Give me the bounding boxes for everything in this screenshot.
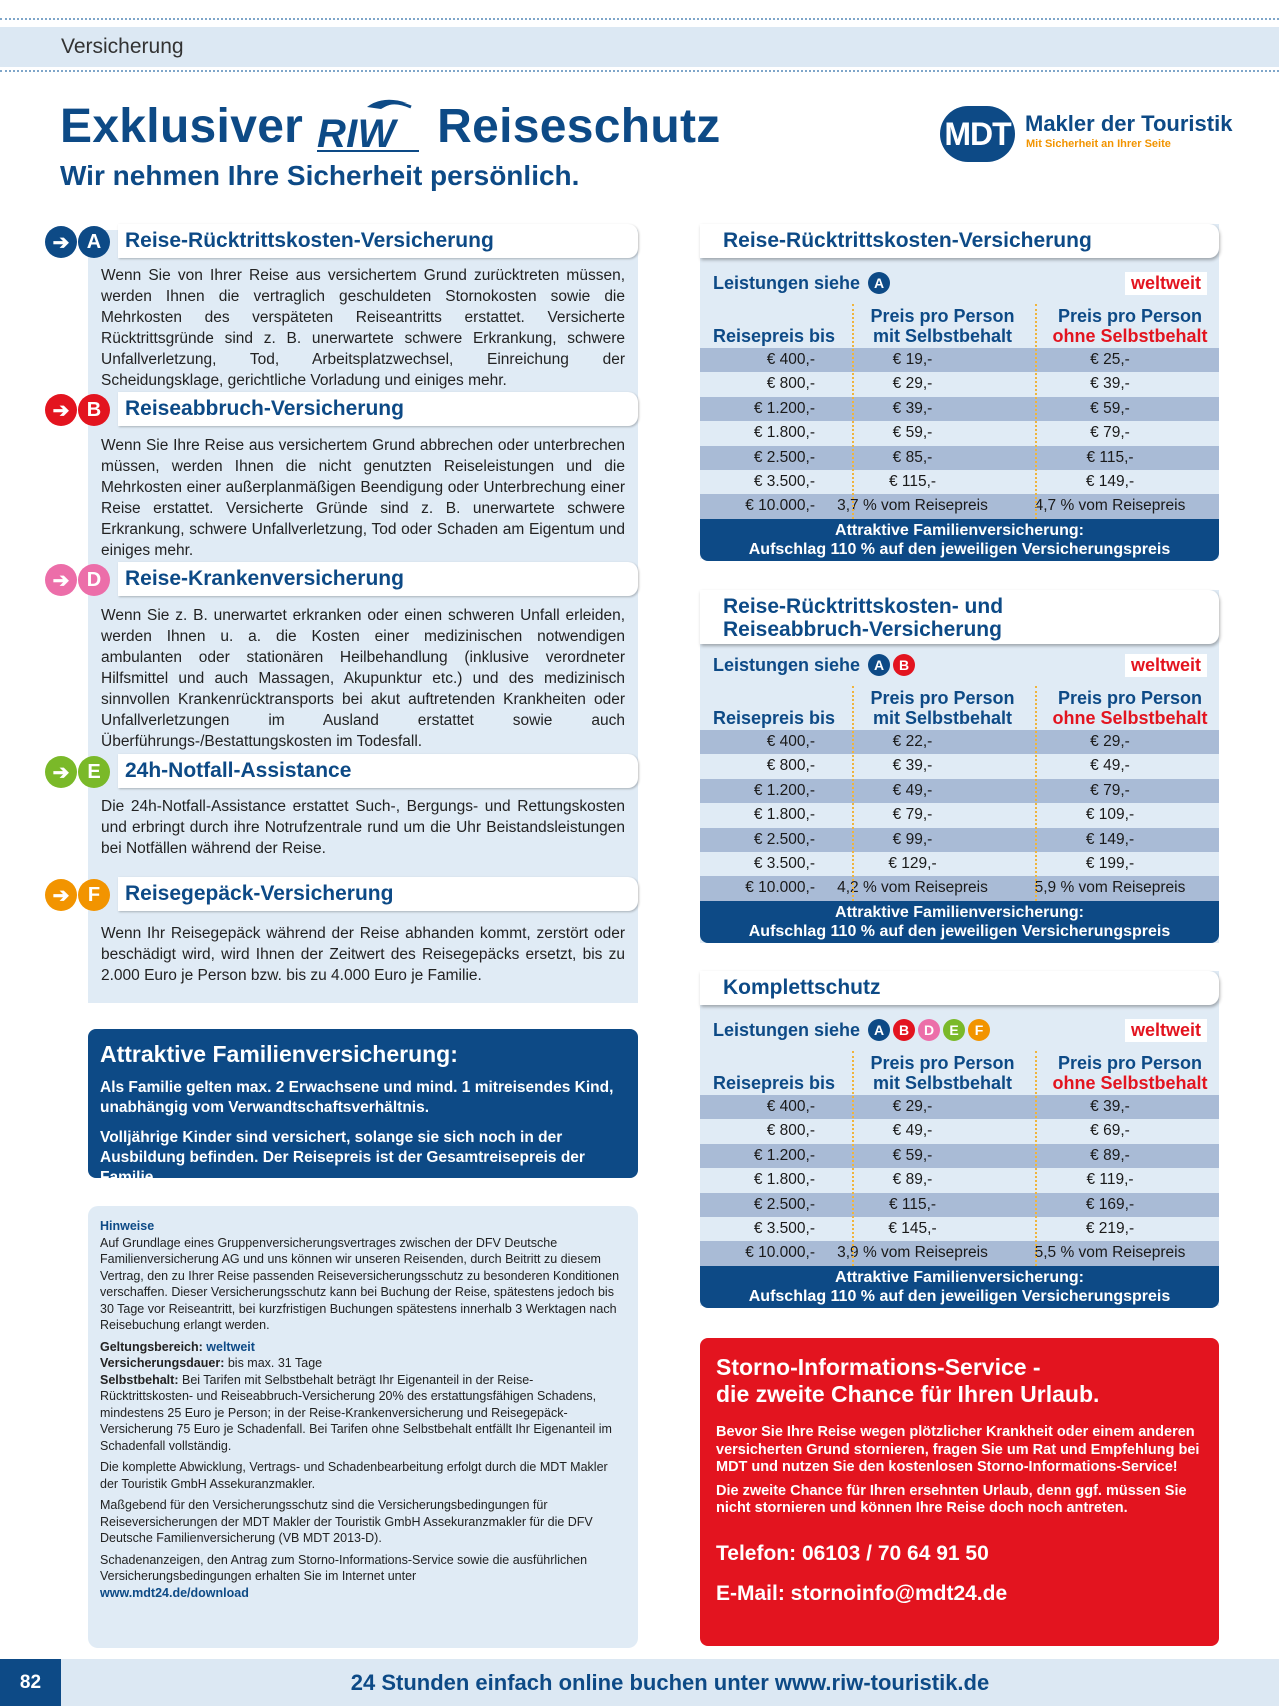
worldwide-badge: weltweit bbox=[1125, 1019, 1207, 1042]
worldwide-badge: weltweit bbox=[1125, 654, 1207, 677]
price-with-deductible-cell: € 59,- bbox=[892, 424, 933, 442]
letter-badge-b: B bbox=[78, 394, 110, 426]
col-header-without-deductible-l1: Preis pro Person bbox=[1057, 1053, 1203, 1073]
family-text-1: Als Familie gelten max. 2 Erwachsene und mind. 1 mitreisendes Kind, unabhängig vom Verwandtschaftsverhältnis. bbox=[100, 1079, 614, 1116]
section-b-text: Wenn Sie Ihre Reise aus versichertem Grund abbrechen oder unterbrechen müssen, werden Ihnen die nicht genutzten Reiseleistungen und die Mehrkosten einer außerplanmäßigen Beendigung oder Unterbrechung einer Reise erstattet. Versicherte Gründe sind z. B. unerwartete schwere Erkrankung, schwere Unfallverletzung, Tod oder Schaden am Eigentum und einiges mehr. bbox=[101, 437, 625, 559]
table-row bbox=[700, 494, 1219, 518]
storno-text-1: Bevor Sie Ihre Reise wegen plötzlicher Krankheit oder einem anderen versicherten Grund stornieren, fragen Sie um Rat und Empfehlung bei MDT und nutzen Sie den kostenlosen Storno-Informations-Service! bbox=[716, 1424, 1200, 1475]
price-with-deductible-cell: € 129,- bbox=[888, 854, 937, 872]
price-with-deductible-cell: € 39,- bbox=[892, 757, 933, 775]
price-limit-cell: € 10.000,- bbox=[745, 497, 815, 515]
price-limit-cell: € 800,- bbox=[766, 375, 815, 393]
table-row bbox=[700, 348, 1219, 372]
category-band bbox=[0, 27, 1279, 67]
notes-text-4: Maßgebend für den Versicherungsschutz sind die Versicherungsbedingungen für Reiseversicherungen der MDT Makler der Touristik GmbH Assekuranzmakler für die DFV Deutsche Familienversicherung (VB MDT 2013-D). bbox=[100, 1498, 593, 1545]
notes-deductible bbox=[100, 1372, 626, 1455]
price-with-deductible-cell: € 59,- bbox=[892, 1146, 933, 1164]
table-row bbox=[700, 1241, 1219, 1265]
table-row bbox=[700, 876, 1219, 900]
col-header-price: Reisepreis bis bbox=[713, 1073, 836, 1093]
notes-duration-value: bis max. 31 Tage bbox=[227, 1356, 323, 1370]
notes-text-5: Schadenanzeigen, den Antrag zum Storno-Informations-Service sowie die ausführlichen Versicherungsbedingungen erhalten Sie im Internet unter bbox=[100, 1552, 588, 1583]
letter-badge-b: B bbox=[893, 1019, 915, 1041]
notes-duration-label: Versicherungsdauer: bbox=[100, 1356, 225, 1370]
table-row bbox=[700, 421, 1219, 445]
price-limit-cell: € 3.500,- bbox=[753, 854, 815, 872]
headline-part1: Exklusiver bbox=[60, 99, 304, 153]
col-header-without-deductible bbox=[1040, 688, 1220, 728]
price-with-deductible-cell: 3,7 % vom Reisepreis bbox=[837, 497, 988, 515]
price-limit-cell: € 400,- bbox=[766, 733, 815, 750]
col-header-price: Reisepreis bis bbox=[713, 326, 836, 346]
family-insurance-box bbox=[88, 1029, 638, 1186]
footer-booking-text[interactable]: 24 Stunden einfach online buchen unter www.riw-touristik.de bbox=[350, 1669, 990, 1695]
storno-email[interactable]: E-Mail: stornoinfo@mdt24.de bbox=[716, 1581, 1008, 1605]
price-with-deductible-cell: 3,9 % vom Reisepreis bbox=[837, 1244, 988, 1262]
arrow-right-icon: ➔ bbox=[45, 394, 77, 426]
table-rows bbox=[700, 348, 1219, 519]
col-header-with-deductible-l1: Preis pro Person bbox=[870, 1053, 1015, 1073]
price-limit-cell: € 2.500,- bbox=[753, 1195, 815, 1213]
headline-subline: Wir nehmen Ihre Sicherheit persönlich. bbox=[60, 160, 580, 191]
table-title-l1: Reise-Rücktrittskosten- und bbox=[723, 595, 1004, 618]
arrow-right-icon: ➔ bbox=[45, 564, 77, 596]
benefits-reference bbox=[713, 1019, 990, 1041]
price-without-deductible-cell: € 79,- bbox=[1090, 781, 1130, 799]
letter-badge-d: D bbox=[918, 1019, 940, 1041]
column-divider bbox=[1035, 1051, 1037, 1266]
price-limit-cell: € 400,- bbox=[766, 1098, 815, 1115]
mdt-logo bbox=[940, 100, 1233, 170]
arrow-right-icon: ➔ bbox=[45, 879, 77, 911]
storno-title-l2: die zweite Chance für Ihren Urlaub. bbox=[716, 1381, 1100, 1407]
table-row bbox=[700, 852, 1219, 876]
price-with-deductible-cell: € 29,- bbox=[892, 375, 933, 393]
benefits-label: Leistungen siehe bbox=[713, 272, 861, 293]
table-row bbox=[700, 779, 1219, 803]
table-row bbox=[700, 470, 1219, 494]
col-header-with-deductible-l1: Preis pro Person bbox=[870, 306, 1015, 326]
price-limit-cell: € 3.500,- bbox=[753, 472, 815, 490]
col-header-price: Reisepreis bis bbox=[713, 708, 836, 728]
letter-badge-e: E bbox=[943, 1019, 965, 1041]
table-row bbox=[700, 446, 1219, 470]
col-header-with-deductible-l2: mit Selbstbehalt bbox=[872, 708, 1013, 728]
mdt-logo-slogan: Mit Sicherheit an Ihrer Seite bbox=[1026, 138, 1171, 150]
price-limit-cell: € 2.500,- bbox=[753, 448, 815, 466]
price-limit-cell: € 1.200,- bbox=[753, 781, 815, 799]
section-a-header bbox=[45, 224, 638, 258]
benefits-label: Leistungen siehe bbox=[713, 654, 861, 675]
notes-text-3: Die komplette Abwicklung, Vertrags- und Schadenbearbeitung erfolgt durch die MDT Makler der Touristik GmbH Assekuranzmakler. bbox=[100, 1460, 608, 1491]
price-with-deductible-cell: € 19,- bbox=[892, 351, 933, 368]
letter-badge-d: D bbox=[78, 564, 110, 596]
table-row bbox=[700, 1217, 1219, 1241]
table-footer-l2: Aufschlag 110 % auf den jeweiligen Versicherungspreis bbox=[748, 1288, 1171, 1305]
table-footer-l1: Attraktive Familienversicherung: bbox=[835, 1269, 1084, 1286]
table-title: Komplettschutz bbox=[700, 971, 1219, 1005]
section-title: Reiseabbruch-Versicherung bbox=[125, 397, 404, 420]
price-without-deductible-cell: € 149,- bbox=[1085, 830, 1135, 848]
benefits-reference bbox=[713, 654, 915, 676]
section-a-text: Wenn Sie von Ihrer Reise aus versichertem Grund zurücktreten müssen, werden Ihnen die vertraglich geschuldeten Stornokosten sowie die Mehrkosten des verspäteten Reiseantritts erstattet. Versicherte Rücktrittsgründe sind z. B. unerwartete schwere Erkrankung, schwere Unfallverletzung, Tod, Arbeitsplatzwechsel, Einreichung der Scheidungsklage, gerichtliche Vorladung und einiges mehr. bbox=[101, 267, 625, 389]
headline bbox=[60, 96, 721, 156]
price-limit-cell: € 3.500,- bbox=[753, 1219, 815, 1237]
price-limit-cell: € 1.800,- bbox=[753, 806, 815, 824]
notes-title: Hinweise bbox=[100, 1219, 155, 1233]
table-footer bbox=[700, 901, 1219, 943]
table-row bbox=[700, 1193, 1219, 1217]
category-label: Versicherung bbox=[61, 35, 184, 58]
riw-logo-text: RIW bbox=[317, 112, 396, 155]
worldwide-badge: weltweit bbox=[1125, 272, 1207, 295]
price-without-deductible-cell: € 49,- bbox=[1090, 757, 1130, 775]
download-link[interactable]: www.mdt24.de/download bbox=[100, 1585, 249, 1600]
table-row bbox=[700, 730, 1219, 754]
arrow-right-icon: ➔ bbox=[45, 756, 77, 788]
price-without-deductible-cell: 4,7 % vom Reisepreis bbox=[1034, 497, 1186, 515]
col-header-with-deductible bbox=[845, 688, 1040, 728]
letter-badge-f: F bbox=[78, 879, 110, 911]
col-header-without-deductible-l2: ohne Selbstbehalt bbox=[1052, 326, 1208, 346]
price-without-deductible-cell: € 115,- bbox=[1086, 448, 1134, 466]
table-row bbox=[700, 1119, 1219, 1143]
price-limit-cell: € 1.800,- bbox=[753, 424, 815, 442]
mdt-logo-mark: MDT bbox=[940, 106, 1015, 162]
letter-badge-a: A bbox=[868, 654, 890, 676]
section-d-text: Wenn Sie z. B. unerwartet erkranken oder einen schweren Unfall erleiden, werden Ihnen u. a. die Kosten einer medizinischen notwendigen ambulanten oder stationären Heilbehandlung (inklusive verordneter Hilfsmittel und auch Massagen, Akupunktur etc.) und des medizinisch sinnvollen Krankenrücktransports bei akut auftretenden Krankheiten oder Unfallverletzungen im Ausland erstattet sowie auch Überführungs-/Bestattungskosten im Todesfall. bbox=[101, 607, 625, 750]
price-with-deductible-cell: € 99,- bbox=[892, 830, 933, 848]
column-divider bbox=[1035, 304, 1037, 519]
notes-scope-value: weltweit bbox=[206, 1339, 255, 1354]
column-divider bbox=[852, 304, 854, 519]
price-with-deductible-cell: € 49,- bbox=[892, 781, 933, 799]
price-with-deductible-cell: € 22,- bbox=[892, 733, 933, 750]
price-with-deductible-cell: € 115,- bbox=[888, 472, 937, 490]
price-with-deductible-cell: € 79,- bbox=[892, 806, 933, 824]
price-with-deductible-cell: € 89,- bbox=[892, 1171, 933, 1189]
section-title: Reise-Rücktrittskosten-Versicherung bbox=[125, 229, 494, 252]
price-without-deductible-cell: € 149,- bbox=[1085, 472, 1135, 490]
col-header-without-deductible bbox=[1040, 1053, 1220, 1093]
section-title: 24h-Notfall-Assistance bbox=[125, 759, 352, 782]
price-without-deductible-cell: € 25,- bbox=[1090, 351, 1130, 368]
price-without-deductible-cell: € 219,- bbox=[1085, 1219, 1135, 1237]
storno-text-2: Die zweite Chance für Ihren ersehnten Urlaub, denn ggf. müssen Sie nicht stornieren und können Ihre Reise doch noch antreten. bbox=[716, 1482, 1187, 1516]
price-without-deductible-cell: 5,5 % vom Reisepreis bbox=[1034, 1244, 1186, 1262]
benefits-label: Leistungen siehe bbox=[713, 1019, 861, 1040]
price-with-deductible-cell: € 85,- bbox=[892, 448, 933, 466]
col-header-without-deductible-l1: Preis pro Person bbox=[1057, 306, 1203, 326]
storno-phone[interactable]: Telefon: 06103 / 70 64 91 50 bbox=[716, 1541, 989, 1565]
price-without-deductible-cell: € 39,- bbox=[1090, 1098, 1130, 1115]
notes-deductible-value: Bei Tarifen mit Selbstbehalt beträgt Ihr Eigenanteil in der Reise-Rücktrittskosten- und Reiseabbruch-Versicherung 20% des erstattungsfähigen Schadens, mindestens 25 Euro je Person; in der Reise-Krankenversicherung und Reisegepäck-Versicherung 75 Euro je Schadenfall. Bei Tarifen ohne Selbstbehalt entfällt Ihr Eigenanteil im Schadenfall vollständig. bbox=[100, 1372, 612, 1453]
top-dotted-rule-2 bbox=[0, 70, 1279, 72]
headline-part2: Reiseschutz bbox=[437, 99, 721, 153]
price-with-deductible-cell: € 115,- bbox=[888, 1195, 937, 1213]
section-f-header bbox=[45, 877, 638, 911]
price-limit-cell: € 10.000,- bbox=[745, 1244, 815, 1262]
col-header-with-deductible-l2: mit Selbstbehalt bbox=[872, 1073, 1013, 1093]
price-without-deductible-cell: € 69,- bbox=[1090, 1122, 1130, 1140]
col-header-without-deductible bbox=[1040, 306, 1220, 346]
price-without-deductible-cell: € 79,- bbox=[1090, 424, 1130, 442]
letter-badge-a: A bbox=[868, 1019, 890, 1041]
price-limit-cell: € 1.200,- bbox=[753, 399, 815, 417]
price-with-deductible-cell: € 145,- bbox=[888, 1219, 937, 1237]
family-title: Attraktive Familienversicherung: bbox=[100, 1041, 458, 1067]
price-with-deductible-cell: € 49,- bbox=[892, 1122, 933, 1140]
price-without-deductible-cell: 5,9 % vom Reisepreis bbox=[1034, 879, 1186, 897]
page-number: 82 bbox=[0, 1659, 61, 1706]
arrow-right-icon: ➔ bbox=[45, 226, 77, 258]
price-without-deductible-cell: € 29,- bbox=[1090, 733, 1130, 750]
price-with-deductible-cell: € 29,- bbox=[892, 1098, 933, 1115]
notes-text-1: Auf Grundlage eines Gruppenversicherungsvertrages zwischen der DFV Deutsche Familienversicherung AG und uns können wir unseren Reisenden, durch Beitritt zu diesem Vertrag, den zu Ihrer Reise passenden Reiseversicherungsschutz zu besonderen Konditionen verschaffen. Dieser Versicherungsschutz kann bei Buchung der Reise, spätestens jedoch bis 30 Tage vor Reiseantritt, bei kurzfristigen Buchungen spätestens innerhalb 3 Werktagen nach Reisebuchung erlangt werden. bbox=[100, 1235, 620, 1332]
col-header-without-deductible-l2: ohne Selbstbehalt bbox=[1052, 708, 1208, 728]
table-footer-l1: Attraktive Familienversicherung: bbox=[835, 904, 1084, 921]
section-title: Reisegepäck-Versicherung bbox=[125, 882, 394, 905]
notes-duration bbox=[100, 1355, 626, 1372]
letter-badge-b: B bbox=[893, 654, 915, 676]
table-footer-l2: Aufschlag 110 % auf den jeweiligen Versicherungspreis bbox=[748, 923, 1171, 940]
table-row bbox=[700, 1095, 1219, 1119]
section-b-header bbox=[45, 392, 638, 426]
notes-deductible-label: Selbstbehalt: bbox=[100, 1372, 179, 1387]
table-rows bbox=[700, 730, 1219, 901]
letter-badge-e: E bbox=[78, 756, 110, 788]
price-limit-cell: € 800,- bbox=[766, 757, 815, 775]
section-e-header bbox=[45, 754, 638, 788]
price-with-deductible-cell: € 39,- bbox=[892, 399, 933, 417]
price-without-deductible-cell: € 89,- bbox=[1090, 1146, 1130, 1164]
storno-title bbox=[716, 1354, 1203, 1408]
table-title-l2: Reiseabbruch-Versicherung bbox=[723, 618, 1002, 641]
benefits-reference bbox=[713, 272, 890, 294]
table-row bbox=[700, 1144, 1219, 1168]
notes-box bbox=[88, 1206, 638, 1648]
price-without-deductible-cell: € 199,- bbox=[1085, 854, 1135, 872]
table-row bbox=[700, 372, 1219, 396]
storno-title-l1: Storno-Informations-Service - bbox=[716, 1354, 1041, 1380]
section-f-text: Wenn Ihr Reisegepäck während der Reise abhanden kommt, zerstört oder beschädigt wird, wird Ihnen der Zeitwert des Reisegepäcks ersetzt, bis zu 2.000 Euro je Person bzw. bis zu 4.000 Euro je Familie. bbox=[101, 925, 625, 984]
price-without-deductible-cell: € 39,- bbox=[1090, 375, 1130, 393]
price-limit-cell: € 1.800,- bbox=[753, 1171, 815, 1189]
col-header-with-deductible bbox=[845, 1053, 1040, 1093]
letter-badge-a: A bbox=[868, 272, 890, 294]
column-divider bbox=[852, 1051, 854, 1266]
col-header-with-deductible-l1: Preis pro Person bbox=[870, 688, 1015, 708]
price-limit-cell: € 400,- bbox=[766, 351, 815, 368]
price-limit-cell: € 800,- bbox=[766, 1122, 815, 1140]
family-text-2: Volljährige Kinder sind versichert, solange sie sich noch in der Ausbildung befinden. Der Reisepreis ist der Gesamtreisepreis der Familie. bbox=[100, 1129, 585, 1186]
table-footer bbox=[700, 1266, 1219, 1308]
table-title bbox=[700, 590, 1219, 644]
table-footer-l2: Aufschlag 110 % auf den jeweiligen Versicherungspreis bbox=[748, 541, 1171, 558]
col-header-without-deductible-l1: Preis pro Person bbox=[1057, 688, 1203, 708]
notes-scope bbox=[100, 1339, 626, 1356]
price-without-deductible-cell: € 169,- bbox=[1085, 1195, 1135, 1213]
table-row bbox=[700, 397, 1219, 421]
notes-scope-label: Geltungsbereich: bbox=[100, 1339, 203, 1354]
price-limit-cell: € 2.500,- bbox=[753, 830, 815, 848]
price-limit-cell: € 1.200,- bbox=[753, 1146, 815, 1164]
section-d-header bbox=[45, 562, 638, 596]
table-row bbox=[700, 754, 1219, 778]
col-header-with-deductible bbox=[845, 306, 1040, 346]
column-divider bbox=[852, 686, 854, 901]
table-row bbox=[700, 828, 1219, 852]
column-divider bbox=[1035, 686, 1037, 901]
price-without-deductible-cell: € 109,- bbox=[1085, 806, 1135, 824]
mdt-logo-name: Makler der Touristik bbox=[1025, 111, 1233, 136]
col-header-without-deductible-l2: ohne Selbstbehalt bbox=[1052, 1073, 1208, 1093]
top-dotted-rule bbox=[0, 18, 1279, 20]
section-title: Reise-Krankenversicherung bbox=[125, 567, 404, 590]
table-row bbox=[700, 803, 1219, 827]
storno-service-box bbox=[700, 1338, 1219, 1646]
price-without-deductible-cell: € 119,- bbox=[1086, 1171, 1134, 1189]
table-rows bbox=[700, 1095, 1219, 1266]
price-limit-cell: € 10.000,- bbox=[745, 879, 815, 897]
riw-logo bbox=[315, 97, 425, 155]
table-title: Reise-Rücktrittskosten-Versicherung bbox=[700, 224, 1219, 258]
table-footer-l1: Attraktive Familienversicherung: bbox=[835, 522, 1084, 539]
price-with-deductible-cell: 4,2 % vom Reisepreis bbox=[837, 879, 988, 897]
col-header-with-deductible-l2: mit Selbstbehalt bbox=[872, 326, 1013, 346]
table-footer bbox=[700, 519, 1219, 561]
section-e-text: Die 24h-Notfall-Assistance erstattet Such-, Bergungs- und Rettungskosten und erbringt durch ihre Notrufzentrale rund um die Uhr Beistandsleistungen bei Notfällen während der Reise. bbox=[101, 798, 625, 857]
letter-badge-f: F bbox=[968, 1019, 990, 1041]
letter-badge-a: A bbox=[78, 226, 110, 258]
price-without-deductible-cell: € 59,- bbox=[1090, 399, 1130, 417]
table-row bbox=[700, 1168, 1219, 1192]
